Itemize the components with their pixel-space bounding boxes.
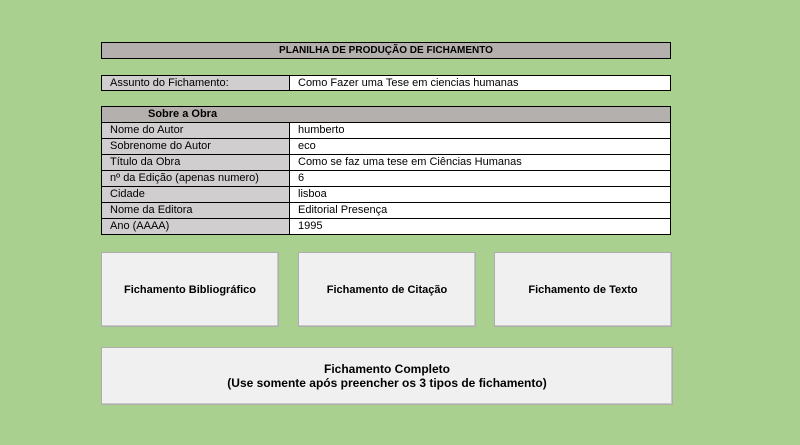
editora-input[interactable]: Editorial Presença <box>290 203 670 218</box>
editora-label: Nome da Editora <box>102 203 290 218</box>
autor-sobrenome-label: Sobrenome do Autor <box>102 139 290 154</box>
obra-row-titulo <box>102 155 670 171</box>
autor-nome-input[interactable]: humberto <box>290 123 670 138</box>
obra-row-edicao <box>102 171 670 187</box>
fichamento-texto-button[interactable]: Fichamento de Texto <box>494 252 672 327</box>
sheet-title-text: PLANILHA DE PRODUÇÃO DE FICHAMENTO <box>279 45 493 56</box>
edicao-label: nº da Edição (apenas numero) <box>102 171 290 186</box>
obra-row-autor-nome <box>102 123 670 139</box>
sheet-title <box>101 42 671 59</box>
fichamento-completo-title: Fichamento Completo <box>323 362 450 376</box>
edicao-input[interactable]: 6 <box>290 171 670 186</box>
fichamento-completo-button[interactable] <box>101 347 673 405</box>
autor-sobrenome-input[interactable]: eco <box>290 139 670 154</box>
cidade-label: Cidade <box>102 187 290 202</box>
obra-row-autor-sobrenome <box>102 139 670 155</box>
autor-nome-label: Nome do Autor <box>102 123 290 138</box>
ano-input[interactable]: 1995 <box>290 219 670 234</box>
obra-row-editora <box>102 203 670 219</box>
cidade-input[interactable]: lisboa <box>290 187 670 202</box>
obra-header: Sobre a Obra <box>102 107 670 123</box>
titulo-label: Título da Obra <box>102 155 290 170</box>
fichamento-bibliografico-button[interactable]: Fichamento Bibliográfico <box>101 252 279 327</box>
subject-label: Assunto do Fichamento: <box>102 76 290 90</box>
fichamento-citacao-button[interactable]: Fichamento de Citação <box>298 252 476 327</box>
ano-label: Ano (AAAA) <box>102 219 290 234</box>
titulo-input[interactable]: Como se faz uma tese em Ciências Humanas <box>290 155 670 170</box>
obra-row-cidade <box>102 187 670 203</box>
subject-row <box>101 75 671 91</box>
obra-table <box>101 106 671 235</box>
subject-input[interactable]: Como Fazer uma Tese em ciencias humanas <box>298 77 519 89</box>
obra-row-ano <box>102 219 670 234</box>
fichamento-completo-note: (Use somente após preencher os 3 tipos de fichamento) <box>227 376 547 390</box>
